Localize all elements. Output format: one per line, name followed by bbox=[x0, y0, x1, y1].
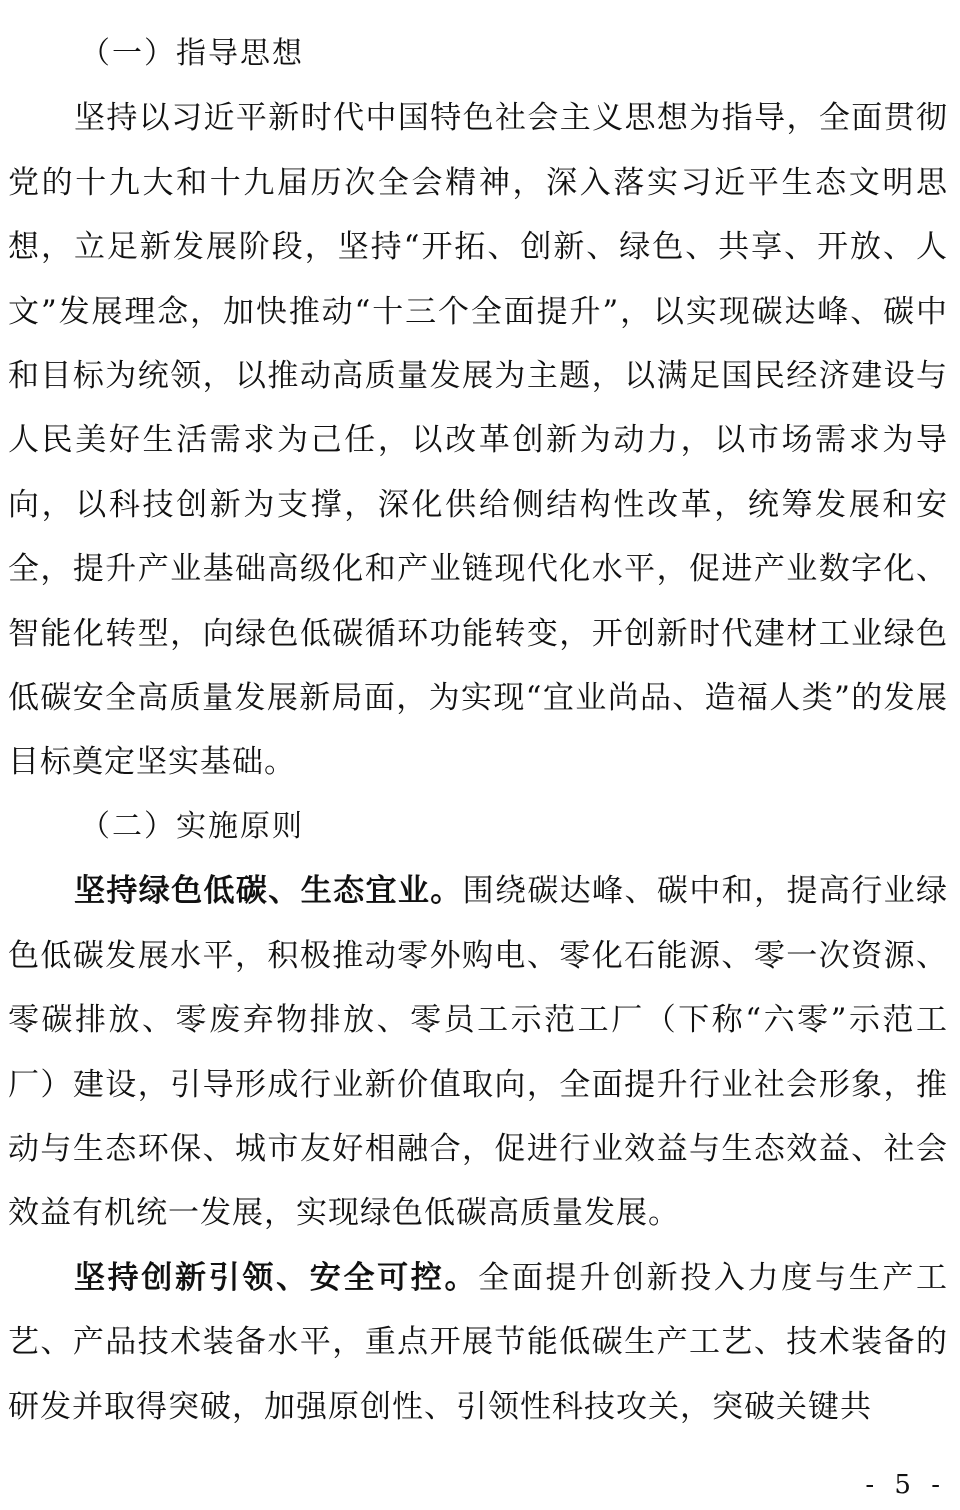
document-body bbox=[8, 22, 948, 1439]
principle-lead-innovation-security: 坚持创新引领、安全可控。 bbox=[74, 1259, 479, 1296]
section-heading-implementation-principles: （二）实施原则 bbox=[80, 808, 304, 844]
principle-lead-green-low-carbon: 坚持绿色低碳、生态宜业。 bbox=[74, 873, 463, 910]
principle-body-innovation-security: 全面提升创新投入力度与生产工艺、产品技术装备水平，重点开展节能低碳生产工艺、技术装备的研发并取得突破，加强原创性、引领性科技攻关，突破关键共 bbox=[8, 1259, 949, 1425]
paragraph-principle-green-low-carbon bbox=[8, 859, 948, 1245]
paragraph-guiding-ideology: 坚持以习近平新时代中国特色社会主义思想为指导，全面贯彻党的十九大和十九届历次全会精神，深入落实习近平生态文明思想，立足新发展阶段，坚持“开拓、创新、绿色、共享、开放、人文”发展理念，加快推动“十三个全面提升”，以实现碳达峰、碳中和目标为统领，以推动高质量发展为主题，以满足国民经济建设与人民美好生活需求为己任，以改革创新为动力，以市场需求为导向，以科技创新为支撑，深化供给侧结构性改革，统筹发展和安全，提升产业基础高级化和产业链现代化水平，促进产业数字化、智能化转型，向绿色低碳循环功能转变，开创新时代建材工业绿色低碳安全高质量发展新局面，为实现“宜业尚品、造福人类”的发展目标奠定坚实基础。 bbox=[8, 100, 948, 781]
section-heading-guiding-ideology: （一）指导思想 bbox=[80, 36, 304, 71]
page-number: - 5 - bbox=[865, 1470, 946, 1500]
paragraph-principle-innovation-security bbox=[8, 1246, 948, 1439]
principle-body-green-low-carbon: 围绕碳达峰、碳中和，提高行业绿色低碳发展水平，积极推动零外购电、零化石能源、零一次资源、零碳排放、零废弃物排放、零员工示范工厂（下称“六零”示范工厂）建设，引导形成行业新价值取向，全面提升行业社会形象，推动与生态环保、城市友好相融合，促进行业效益与生态效益、社会效益有机统一发展，实现绿色低碳高质量发展。 bbox=[8, 873, 949, 1232]
